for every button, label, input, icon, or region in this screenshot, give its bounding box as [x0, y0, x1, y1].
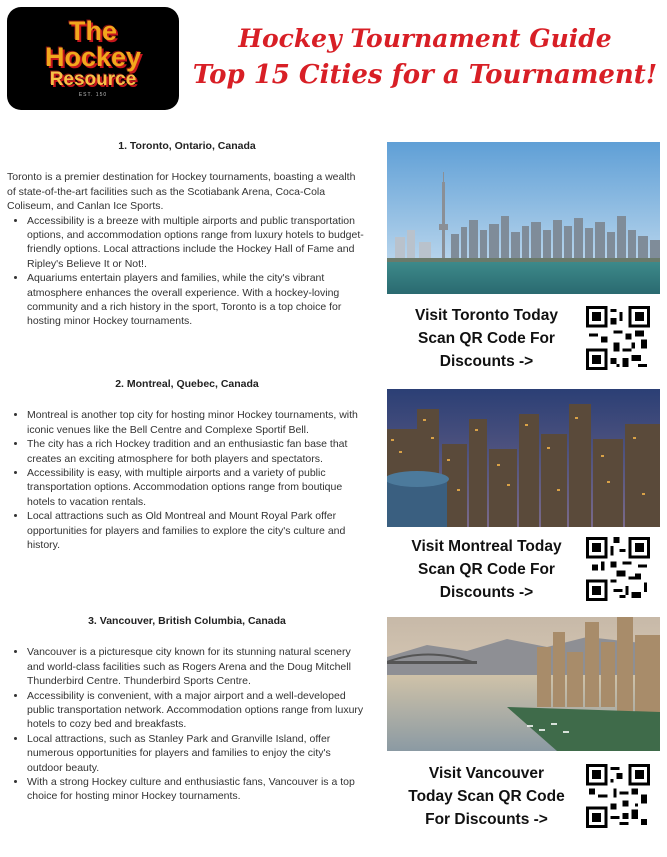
qr-code-icon[interactable]	[586, 306, 650, 370]
qr-code-icon[interactable]	[586, 537, 650, 601]
list-item: • Accessibility is convenient, with a major airport and a well-developed public transportation network. Accommodation options range from luxury hotels to cozy bed and breakfasts.	[27, 689, 367, 732]
qr-code-icon[interactable]	[586, 764, 650, 828]
promo-line: For Discounts ->	[425, 810, 548, 828]
list-item: • Accessibility is easy, with multiple airports and a variety of public transportation options. Accommodation options range from boutique hotels to vacation rentals.	[27, 466, 367, 509]
promo-text	[387, 304, 586, 373]
section-toronto	[7, 139, 367, 329]
vancouver-skyline-image	[387, 617, 660, 751]
toronto-skyline-image	[387, 142, 660, 294]
list-item: • Montreal is another top city for hosting minor Hockey tournaments, with iconic venues like the Bell Centre and Complexe Sportif Bell.	[27, 408, 367, 437]
title-line-1: Hockey Tournament Guide	[238, 24, 612, 53]
list-item: • The city has a rich Hockey tradition and an enthusiastic fan base that creates an exciting atmosphere for both players and spectators.	[27, 437, 367, 466]
section-heading: 3. Vancouver, British Columbia, Canada	[88, 615, 286, 627]
logo-line1: The	[68, 16, 117, 47]
section-heading: 2. Montreal, Quebec, Canada	[115, 378, 259, 390]
list-item: • Local attractions, such as Stanley Park and Granville Island, offer numerous opportunities for players and families to enjoy the city's outdoor beauty.	[27, 732, 367, 775]
promo-line: Today Scan QR Code	[408, 787, 565, 805]
logo-est: EST. 150	[78, 91, 108, 98]
list-item: • With a strong Hockey culture and enthusiastic fans, Vancouver is a top choice for hosting minor Hockey tournaments.	[27, 775, 367, 804]
bullet-list	[7, 408, 367, 552]
title-line-2: Top 15 Cities for a Tournament!	[192, 60, 658, 90]
promo-vancouver[interactable]	[387, 757, 660, 835]
list-item: • Aquariums entertain players and families, while the city's vibrant atmosphere enhances the overall experience. With a hockey-loving community and a rich history in the sport, Toronto is a top choice for hosting minor Hockey tournaments.	[27, 271, 367, 329]
promo-text	[387, 762, 586, 831]
promo-montreal[interactable]	[387, 530, 660, 608]
section-vancouver	[7, 614, 367, 804]
logo-line2: Hockey	[44, 41, 142, 72]
site-logo[interactable]	[7, 7, 179, 110]
promo-line: Scan QR Code For	[418, 560, 555, 578]
section-heading: 1. Toronto, Ontario, Canada	[118, 140, 256, 152]
list-item: • Accessibility is a breeze with multiple airports and public transportation options, and accommodation options range from luxury hotels to budget-friendly options. Local attractions include the Hockey Hall of Fame and Ripley's Believe It or Not!.	[27, 214, 367, 272]
promo-line: Visit Vancouver	[428, 764, 545, 782]
promo-line: Discounts ->	[439, 352, 534, 370]
logo-line3: Resource	[49, 68, 137, 90]
promo-text	[387, 535, 586, 604]
promo-toronto[interactable]	[387, 299, 660, 377]
bullet-list	[7, 645, 367, 803]
section-intro: Toronto is a premier destination for Hockey tournaments, boasting a wealth of state-of-the-art facilities such as the Scotiabank Arena, Coca-Cola Coliseum, and Canlan Ice Sports.	[7, 171, 356, 213]
promo-line: Scan QR Code For	[418, 329, 555, 347]
list-item: • Local attractions such as Old Montreal and Mount Royal Park offer opportunities for players and families to explore the city's culture and history.	[27, 509, 367, 552]
promo-line: Visit Toronto Today	[415, 306, 558, 324]
montreal-skyline-image	[387, 389, 660, 527]
promo-line: Discounts ->	[439, 583, 534, 601]
section-montreal	[7, 377, 367, 552]
promo-line: Visit Montreal Today	[411, 537, 562, 555]
bullet-list	[7, 214, 367, 329]
page-title	[190, 22, 660, 94]
list-item: • Vancouver is a picturesque city known for its stunning natural scenery and world-class facilities such as Rogers Arena and the Doug Mitchell Thunderbird Centre. Thunderbird Sports Centre.	[27, 645, 367, 688]
